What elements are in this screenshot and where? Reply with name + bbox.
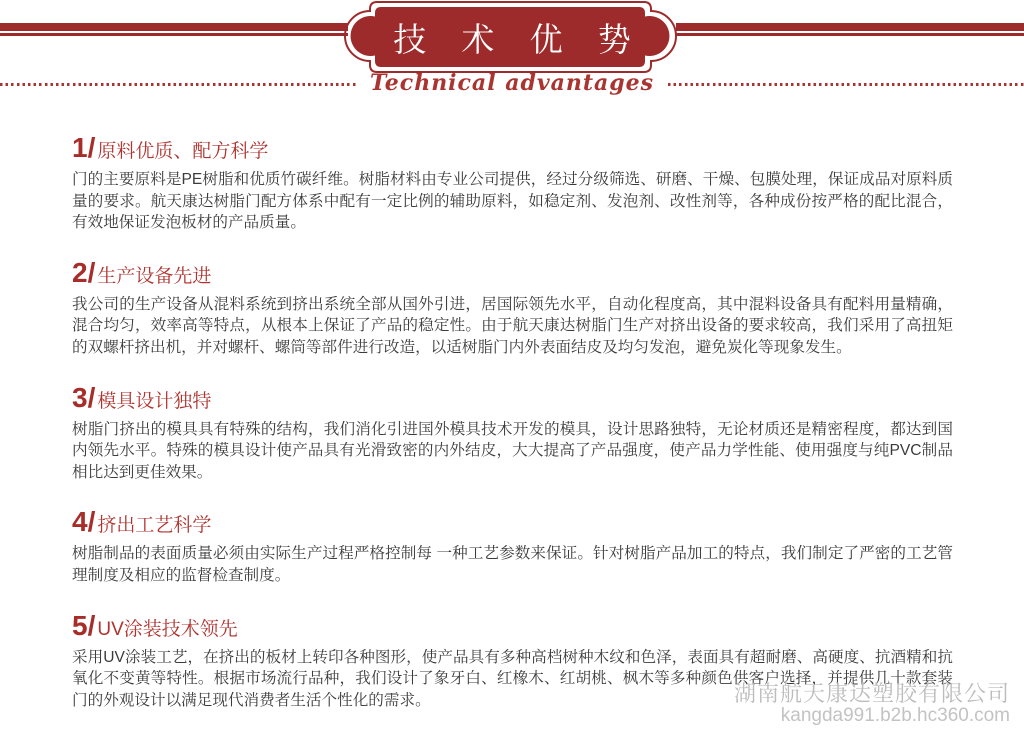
section-title: UV涂装技术领先 [97, 618, 238, 640]
left-divider-thick-line [0, 23, 348, 31]
section-number: 1/ [72, 132, 96, 163]
advantage-section-3 [72, 381, 953, 484]
section-body: 采用UV涂装工艺，在挤出的板材上转印各种图形，使产品具有多种高档树种木纹和色泽，表面具有超耐磨、高硬度、抗酒精和抗氧化不变黄等特性。根据市场流行品种，我们设计了象牙白、红橡木、红胡桃、枫木等多种颜色供客户选择，并提供几十款套装门的外观设计以满足现代消费者生活个性化的需求。 [72, 648, 953, 709]
section-body: 树脂门挤出的模具具有特殊的结构，我们消化引进国外模具技术开发的模具，设计思路独特，无论材质还是精密程度，都达到国内领先水平。特殊的模具设计使产品具有光滑致密的内外结皮，大大提高了产品强度，使产品力学性能、使用强度与纯PVC制品相比达到更佳效果。 [72, 420, 953, 481]
section-heading [72, 134, 953, 163]
left-divider-thin-line [0, 33, 348, 36]
section-title: 模具设计独特 [97, 390, 212, 412]
dotted-line-right [668, 83, 1024, 86]
advantage-section-4 [72, 508, 953, 586]
dotted-line-left [0, 83, 356, 86]
section-heading [72, 508, 953, 537]
section-title: 挤出工艺科学 [97, 515, 212, 537]
section-title: 生产设备先进 [97, 265, 212, 287]
page-header [0, 0, 1024, 100]
section-body: 我公司的生产设备从混料系统到挤出系统全部从国外引进，居国际领先水平，自动化程度高，其中混料设备具有配料用量精确，混合均匀，效率高等特点，从根本上保证了产品的稳定性。由于航天康达树脂门生产对挤出设备的要求较高，我们采用了高扭矩的双螺杆挤出机，并对螺杆、螺筒等部件进行改造，以适树脂门内外表面结皮及均匀发泡，避免炭化等现象发生。 [72, 295, 953, 356]
right-divider-thin-line [676, 33, 1024, 36]
section-body: 门的主要原料是PE树脂和优质竹碳纤维。树脂材料由专业公司提供，经过分级筛选、研磨、干燥、包膜处理，保证成品对原料质量的要求。航天康达树脂门配方体系中配有一定比例的辅助原料，如稳定剂、发泡剂、改性剂等，各种成份按严格的配比混合，有效地保证发泡板材的产品质量。 [72, 171, 953, 232]
section-number: 4/ [72, 506, 96, 538]
section-title: 原料优质、配方科学 [97, 141, 269, 162]
right-divider-thick-line [676, 23, 1024, 31]
watermark-company-name: 湖南航天康达塑胶有限公司 [733, 681, 1010, 706]
advantage-list [72, 134, 953, 736]
left-divider [0, 23, 348, 36]
watermark [734, 682, 1010, 726]
page-subtitle: Technical advantages [369, 70, 655, 96]
section-number: 5/ [72, 609, 96, 641]
advantage-section-1 [72, 134, 953, 234]
section-number: 2/ [72, 256, 96, 288]
watermark-url: kangda991.b2b.hc360.com [780, 705, 1010, 726]
section-heading [72, 256, 953, 288]
subheader [0, 71, 1024, 95]
section-heading [72, 381, 953, 413]
section-heading [72, 609, 953, 641]
section-number: 3/ [72, 381, 96, 413]
section-body: 树脂制品的表面质量必须由实际生产过程严格控制每 一种工艺参数来保证。针对树脂产品加工的特点，我们制定了严密的工艺管理制度及相应的监督检查制度。 [72, 545, 953, 584]
advantage-section-2 [72, 256, 953, 359]
right-divider [676, 23, 1024, 36]
title-banner [344, 0, 680, 74]
page-title: 技 术 优 势 [393, 20, 644, 58]
